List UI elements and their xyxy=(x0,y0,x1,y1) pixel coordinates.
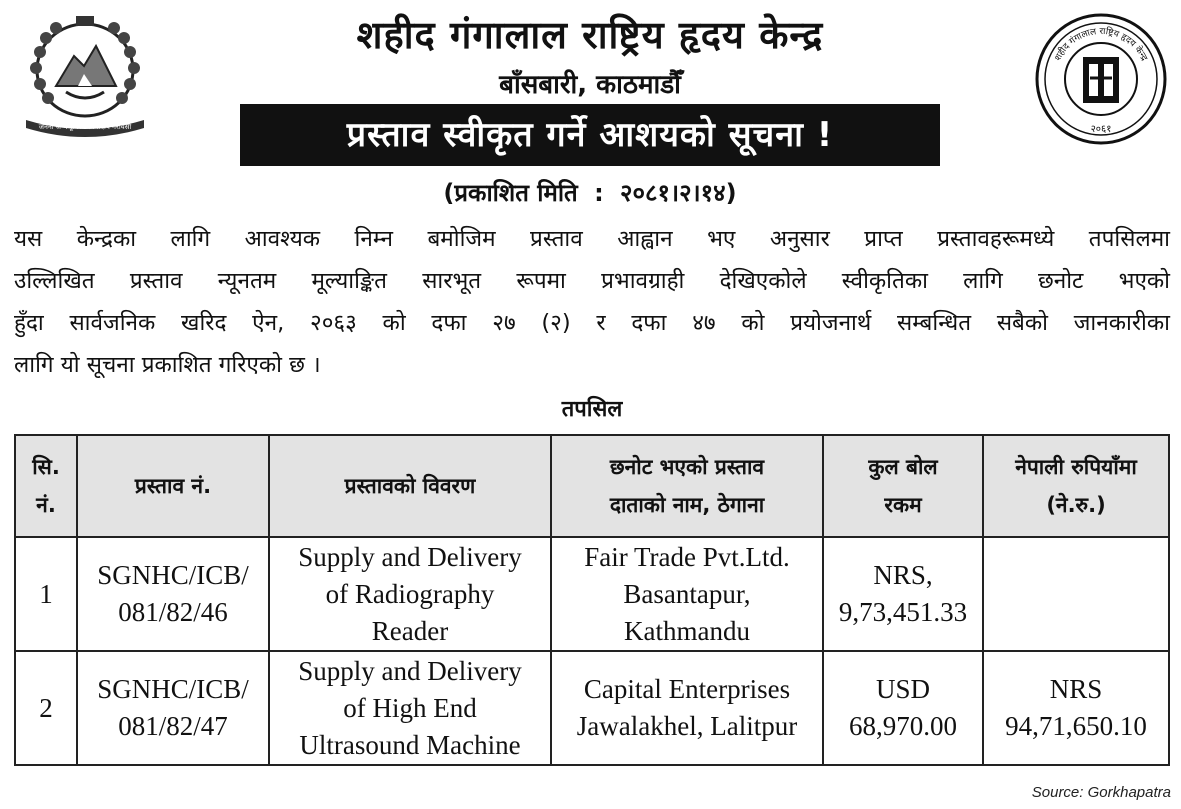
bidder-line: Kathmandu xyxy=(624,615,750,646)
description-line: Supply and Delivery xyxy=(298,541,522,572)
table-header-row xyxy=(15,435,1169,537)
header-serial-number xyxy=(15,435,77,537)
bidder-line: Fair Trade Pvt.Ltd. xyxy=(584,541,790,572)
cell-npr-amount xyxy=(983,537,1169,651)
source-credit: Source: Gorkhapatra xyxy=(1031,784,1171,801)
cell-description xyxy=(269,537,551,651)
awarded-bids-table xyxy=(14,434,1170,766)
cell-total-amount xyxy=(823,537,983,651)
bidder-line: Basantapur, xyxy=(623,578,751,609)
hospital-address: बाँसबारी, काठमाडौँ xyxy=(499,70,681,100)
header-proposal-number: प्रस्ताव नं. xyxy=(77,435,269,537)
nepal-government-emblem xyxy=(16,12,154,140)
bidder-line: Capital Enterprises xyxy=(583,674,791,704)
header-total-amount xyxy=(823,435,983,537)
header-npr-line1: नेपाली रुपियाँमा xyxy=(1015,455,1137,479)
cell-description xyxy=(269,651,551,765)
cell-proposal-number xyxy=(77,537,269,651)
cell-total-amount xyxy=(823,651,983,765)
description-line: Supply and Delivery xyxy=(298,655,522,686)
hospital-name-heading: शहीद गंगालाल राष्ट्रिय हृदय केन्द्र xyxy=(356,13,824,57)
amount-value: 9,73,451.33 xyxy=(838,597,968,627)
npr-currency: NRS xyxy=(1049,674,1103,704)
publication-date-separator: : xyxy=(594,179,604,207)
body-line: हुँदा सार्वजनिक खरिद ऐन, २०६३ को दफा २७ (२) र दफा ४७ को प्रयोजनार्थ सम्बन्धित सबैको जानकारीका xyxy=(14,310,1170,336)
header-npr-amount xyxy=(983,435,1169,537)
header-amount-line1: कुल बोल xyxy=(868,455,938,479)
cell-bidder xyxy=(551,651,823,765)
body-line: लागि यो सूचना प्रकाशित गरिएको छ । xyxy=(14,352,321,378)
npr-value: 94,71,650.10 xyxy=(1005,711,1147,741)
seal-year: २०६१ xyxy=(1090,124,1112,135)
cell-proposal-number xyxy=(77,651,269,765)
notice-body-paragraph xyxy=(14,218,1170,386)
header-serial-line2: नं. xyxy=(36,493,56,517)
bidder-line: Jawalakhel, Lalitpur xyxy=(576,711,798,741)
table-row xyxy=(15,651,1169,765)
seal-ring-text: शहीद गंगालाल राष्ट्रिय हृदय केन्द्र xyxy=(1053,26,1149,63)
proposal-number-line: SGNHC/ICB/ xyxy=(97,674,249,704)
body-line: यस केन्द्रका लागि आवश्यक निम्न बमोजिम प्रस्ताव आह्वान भए अनुसार प्राप्त प्रस्तावहरूमध्ये तपसिलमा xyxy=(14,226,1170,252)
description-line: of High End xyxy=(343,692,477,723)
amount-currency: NRS, xyxy=(873,560,933,590)
publication-date-label: (प्रकाशित मिति xyxy=(443,179,578,207)
cell-serial: 1 xyxy=(15,537,77,651)
cell-serial: 2 xyxy=(15,651,77,765)
amount-value: 68,970.00 xyxy=(849,711,957,741)
schedule-caption: तपसिल xyxy=(561,397,623,422)
header-description: प्रस्तावको विवरण xyxy=(269,435,551,537)
emblem-motto: जननी जन्मभूमिश्च स्वर्गादपि गरीयसी xyxy=(38,123,132,131)
publication-date-value: २०८१।२।१४) xyxy=(620,179,737,207)
amount-currency: USD xyxy=(875,674,930,704)
proposal-number-line: 081/82/46 xyxy=(118,597,228,627)
header-amount-line2: रकम xyxy=(884,493,922,517)
header-bidder-line1: छनोट भएको प्रस्ताव xyxy=(609,455,765,479)
proposal-number-line: 081/82/47 xyxy=(118,711,228,741)
header-bidder xyxy=(551,435,823,537)
publication-date xyxy=(160,176,1020,210)
cell-bidder xyxy=(551,537,823,651)
header-npr-line2: (ने.रु.) xyxy=(1046,493,1106,517)
notice-title-banner: प्रस्ताव स्वीकृत गर्ने आशयको सूचना ! xyxy=(240,104,940,166)
body-line: उल्लिखित प्रस्ताव न्यूनतम मूल्याङ्कित सारभूत रूपमा प्रभावग्राही देखिएकोले स्वीकृतिका लागि छनोट भएको xyxy=(14,268,1170,294)
cell-npr-amount xyxy=(983,651,1169,765)
hospital-seal-logo xyxy=(1034,12,1168,146)
table-row xyxy=(15,537,1169,651)
description-line: of Radiography xyxy=(325,578,495,609)
description-line: Reader xyxy=(371,615,449,646)
header-serial-line1: सि. xyxy=(32,455,60,479)
proposal-number-line: SGNHC/ICB/ xyxy=(97,560,249,590)
header-bidder-line2: दाताको नाम, ठेगाना xyxy=(609,493,765,517)
description-line: Ultrasound Machine xyxy=(299,729,521,760)
